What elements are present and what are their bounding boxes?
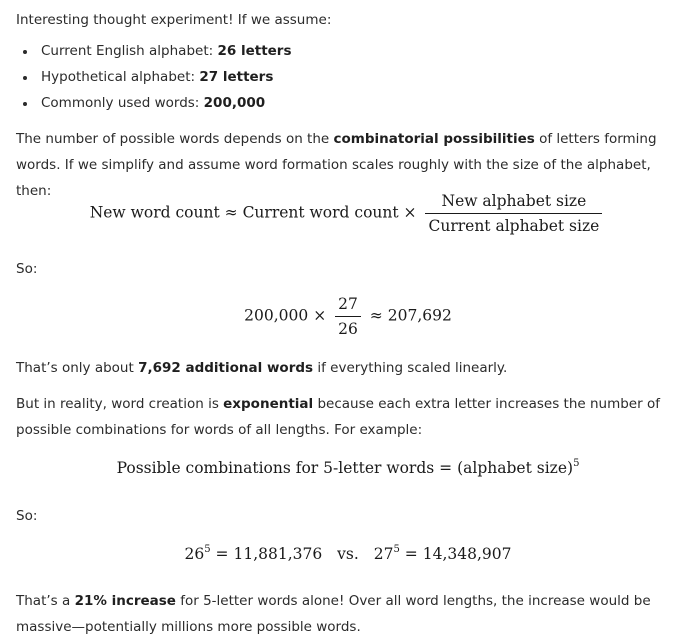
paragraph-exponential	[16, 391, 686, 443]
text-run: of letters forming words. If we simplify and assume word formation scales roughly with the size of the alphabet, then:	[16, 131, 657, 199]
text-run: That’s only about	[16, 360, 139, 376]
times-symbol: ×	[313, 306, 327, 325]
bullet-value: 26 letters	[217, 43, 292, 59]
intro-text: Interesting thought experiment! If we assume:	[16, 12, 332, 28]
formula-rhs	[457, 459, 579, 477]
text-run: because each extra letter increases the number of possible combinations for words of all lengths. For example:	[16, 396, 660, 438]
times-symbol: ×	[403, 203, 417, 222]
equals-symbol: =	[404, 545, 418, 563]
base: 26	[184, 545, 205, 563]
approx-symbol: ≈	[224, 203, 238, 222]
numerator: 27	[335, 294, 361, 317]
list-item	[16, 38, 292, 64]
equals-symbol: =	[439, 459, 453, 477]
denominator: Current alphabet size	[428, 217, 600, 235]
paragraph-linear	[16, 355, 686, 381]
exponent: 5	[204, 544, 211, 555]
exponent: 5	[393, 544, 400, 555]
exponent: 5	[573, 458, 580, 469]
list-item	[16, 64, 292, 90]
formula-term: 200,000	[244, 306, 309, 325]
formula-linear	[0, 294, 696, 339]
fraction	[425, 191, 602, 236]
formula-combinations	[0, 459, 696, 477]
list-item	[16, 90, 292, 116]
formula-term: (alphabet size)	[457, 459, 574, 477]
text-run: But in reality, word creation is	[16, 396, 224, 412]
bullet-label: Current English alphabet:	[41, 43, 218, 59]
bullet-value: 200,000	[203, 95, 266, 111]
text-run: The number of possible words depends on the	[16, 131, 334, 147]
formula-scaling	[0, 191, 696, 236]
bullet-value: 27 letters	[199, 69, 274, 85]
emphasis: exponential	[223, 396, 314, 412]
fraction	[335, 294, 361, 339]
denominator: 26	[338, 320, 358, 338]
formula-term: Current word count	[242, 203, 399, 222]
formula-result: 14,348,907	[422, 545, 512, 563]
assumption-list	[16, 38, 292, 116]
base: 27	[373, 545, 394, 563]
formula-lhs: Possible combinations for 5-letter words	[116, 459, 435, 477]
so-label: So:	[16, 261, 38, 277]
so-label: So:	[16, 508, 38, 524]
power-term	[185, 545, 211, 563]
equals-symbol: =	[215, 545, 229, 563]
text-run: That’s a	[16, 593, 75, 609]
approx-symbol: ≈	[369, 306, 383, 325]
emphasis: 7,692 additional words	[138, 360, 314, 376]
text-run: for 5-letter words alone! Over all word lengths, the increase would be massive—potentially millions more possible words.	[16, 593, 651, 635]
bullet-label: Hypothetical alphabet:	[41, 69, 200, 85]
paragraph-conclusion	[16, 588, 686, 640]
formula-result: 207,692	[387, 306, 452, 325]
formula-result: 11,881,376	[233, 545, 323, 563]
formula-comparison	[0, 545, 696, 563]
versus-label: vs.	[337, 545, 359, 563]
numerator: New alphabet size	[425, 191, 602, 214]
formula-lhs: New word count	[89, 203, 220, 222]
power-term	[374, 545, 400, 563]
bullet-label: Commonly used words:	[41, 95, 204, 111]
text-run: if everything scaled linearly.	[313, 360, 508, 376]
emphasis: combinatorial possibilities	[333, 131, 535, 147]
emphasis: 21% increase	[74, 593, 176, 609]
